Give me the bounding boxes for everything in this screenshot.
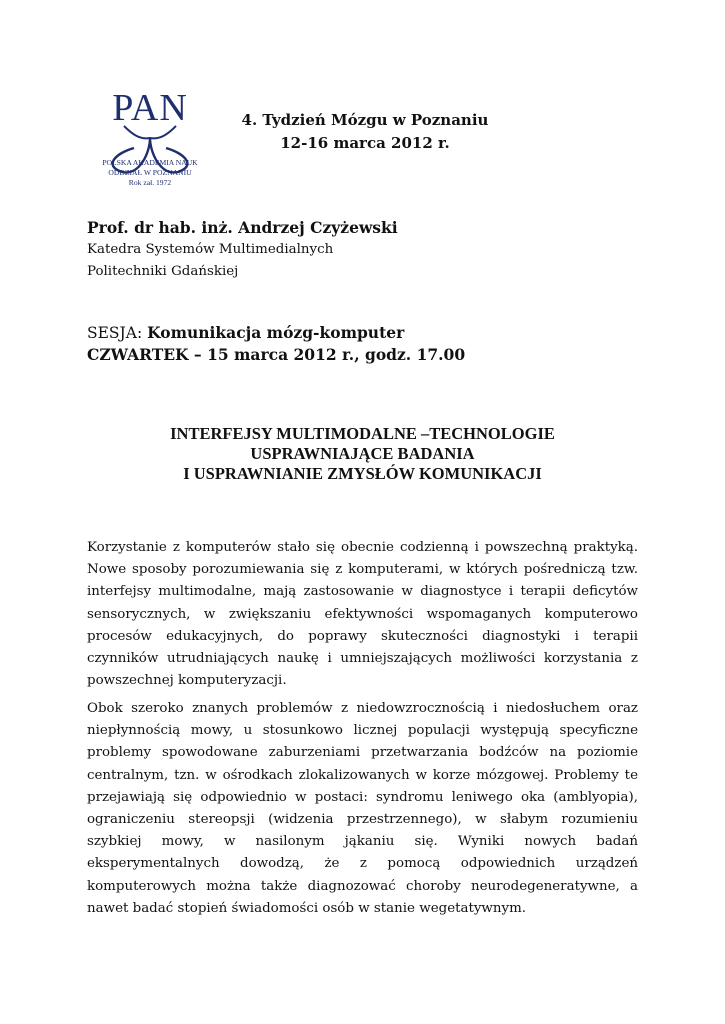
lecture-title-line-2: USPRAWNIAJĄCE BADANIA (250, 444, 475, 463)
logo-line-2: ODDZIAŁ W POZNANIU (108, 168, 192, 177)
paragraph-2: Obok szeroko znanych problemów z niedowzrocznością i niedosłuchem oraz niepłynnością mowy, u stosunkowo licznej populacji występują specyficzne problemy spowodowane zaburzeniami przetwarzania bodźców na poziomie centralnym, tzn. w ośrodkach zlokalizowanych w korze mózgowej. Problemy te przejawiają się odpowiednio w postaci: syndromu leniwego oka (amblyopia), ograniczeniu stereopsji (widzenia przestrzennego), w słabym rozumieniu szybkiej mowy, w nasilonym jąkaniu się. Wyniki nowych badań eksperymentalnych dowodzą, że z pomocą odpowiednich urządzeń komputerowych można także diagnozować choroby neurodegeneratywne, a nawet badać stopień świadomości osób w stanie wegetatywnym. (87, 701, 638, 916)
session-label: SESJA: (87, 324, 148, 342)
session-datetime: CZWARTEK – 15 marca 2012 r., godz. 17.00 (87, 345, 466, 364)
lecture-title-line-3: I USPRAWNIANIE ZMYSŁÓW KOMUNIKACJI (183, 464, 542, 483)
pan-logo (84, 88, 216, 196)
logo-line-3: Rok zał. 1972 (128, 178, 172, 187)
logo-letters: PAN (112, 88, 188, 129)
event-title: 4. Tydzień Mózgu w Poznaniu (241, 111, 489, 129)
logo-line-1: POLSKA AKADEMIA NAUK (102, 158, 198, 167)
session-name: Komunikacja mózg-komputer (147, 323, 405, 342)
paragraph-1: Korzystanie z komputerów stało się obecnie codzienną i powszechną praktyką. Nowe sposoby porozumiewania się z komputerami, w których pośredniczą tzw. interfejsy multimodalne, mają zastosowanie w diagnostyce i terapii deficytów sensorycznych, w zwiększaniu efektywności wspomaganych komputerowo procesów edukacyjnych, do poprawy skuteczności diagnostyki i terapii czynników utrudniających naukę i umniejszających możliwości korzystania z powszechnej komputeryzacji. (87, 540, 638, 689)
lecture-title-line-1: INTERFEJSY MULTIMODALNE –TECHNOLOGIE (170, 424, 555, 443)
event-dates: 12-16 marca 2012 r. (280, 134, 450, 152)
speaker-university: Politechniki Gdańskiej (87, 264, 239, 279)
session-line (87, 322, 404, 344)
speaker-department: Katedra Systemów Multimedialnych (87, 242, 334, 257)
speaker-name: Prof. dr hab. inż. Andrzej Czyżewski (87, 218, 398, 237)
